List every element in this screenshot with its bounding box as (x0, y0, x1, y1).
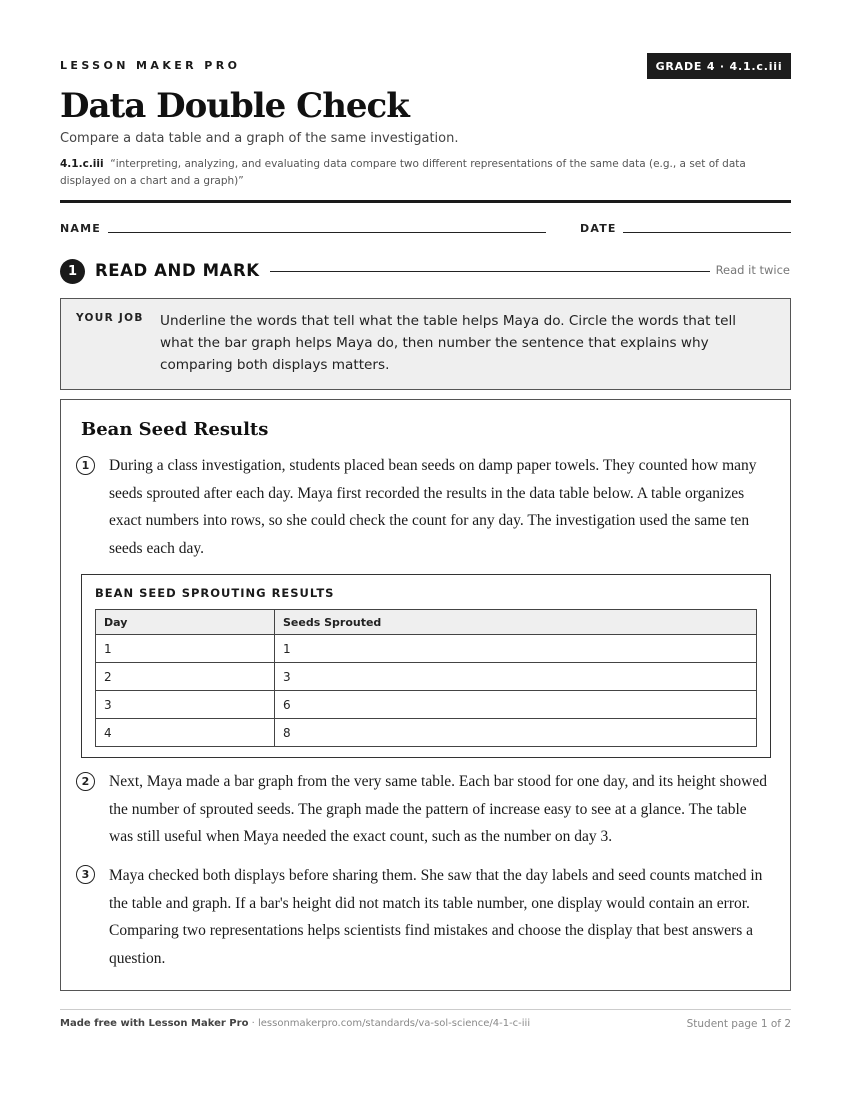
column-header-seeds: Seeds Sprouted (275, 610, 757, 635)
standard-text: “interpreting, analyzing, and evaluating data compare two different representations of the same data (e.g., a set of data displayed on a chart and a graph)” (60, 158, 746, 187)
job-instructions-box (60, 298, 791, 390)
standard-code: 4.1.c.iii (60, 158, 104, 170)
brand-name: LESSON MAKER PRO (60, 59, 241, 72)
column-header-day: Day (96, 610, 275, 635)
table-row (96, 635, 757, 663)
grade-badge: GRADE 4 · 4.1.c.iii (647, 53, 791, 79)
section-title: READ AND MARK (95, 261, 260, 280)
paragraph-number-2: 2 (76, 772, 95, 791)
table-cell: 1 (275, 635, 757, 663)
table-header-row (96, 610, 757, 635)
paragraph-number-1: 1 (76, 456, 95, 475)
table-cell: 4 (96, 719, 275, 747)
data-table (95, 609, 757, 747)
reading-passage (60, 399, 791, 991)
table-cell: 8 (275, 719, 757, 747)
footer-credit (60, 1018, 530, 1029)
table-cell: 6 (275, 691, 757, 719)
section-number-badge: 1 (60, 259, 85, 284)
name-field[interactable] (108, 232, 546, 233)
paragraph-1: During a class investigation, students placed bean seeds on damp paper towels. They counted how many seeds sprouted after each day. Maya first recorded the results in the data table below. A table organizes exact numbers into rows, so she could check the count for any day. The investigation used the same ten seeds each day. (109, 457, 757, 558)
footer-page-number: Student page 1 of 2 (686, 1018, 791, 1030)
page-subtitle: Compare a data table and a graph of the same investigation. (60, 131, 459, 146)
page-title: Data Double Check (60, 86, 409, 126)
footer-divider (60, 1009, 791, 1010)
header-divider (60, 200, 791, 203)
passage-title: Bean Seed Results (81, 419, 269, 440)
section-note: Read it twice (715, 263, 790, 277)
table-cell: 3 (275, 663, 757, 691)
job-text: Underline the words that tell what the table helps Maya do. Circle the words that tell what the bar graph helps Maya do, then number the sentence that explains why comparing both displays matters. (160, 313, 737, 373)
footer-made-with: Made free with Lesson Maker Pro (60, 1018, 249, 1029)
table-caption: BEAN SEED SPROUTING RESULTS (95, 586, 335, 600)
section-divider (270, 271, 710, 272)
table-row (96, 719, 757, 747)
table-row (96, 663, 757, 691)
date-field[interactable] (623, 232, 791, 233)
table-cell: 2 (96, 663, 275, 691)
table-row (96, 691, 757, 719)
table-cell: 3 (96, 691, 275, 719)
data-table-panel (81, 574, 771, 758)
date-label: DATE (580, 222, 617, 235)
footer-url: · lessonmakerpro.com/standards/va-sol-science/4-1-c-iii (248, 1018, 531, 1029)
table-cell: 1 (96, 635, 275, 663)
paragraph-2: Next, Maya made a bar graph from the very same table. Each bar stood for one day, and its height showed the number of sprouted seeds. The graph made the pattern of increase easy to see at a glance. The table was still useful when Maya needed the exact count, such as the number on day 3. (109, 773, 767, 846)
paragraph-3: Maya checked both displays before sharing them. She saw that the day labels and seed counts matched in the table and graph. If a bar's height did not match its table number, one display would contain an error. Comparing two representations helps scientists find mistakes and choose the display that best answers a question. (109, 867, 763, 968)
paragraph-number-3: 3 (76, 865, 95, 884)
name-label: NAME (60, 222, 101, 235)
job-label: YOUR JOB (76, 312, 144, 324)
standard-description (60, 156, 790, 190)
